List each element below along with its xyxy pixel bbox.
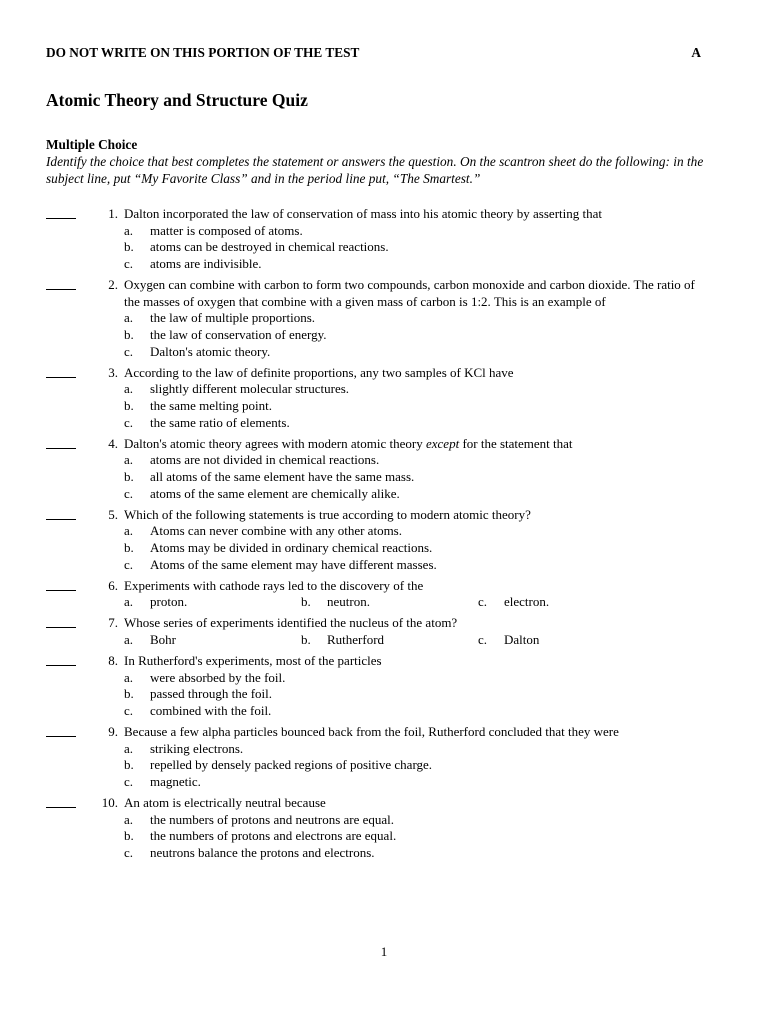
choice-text: all atoms of the same element have the same mass. xyxy=(150,469,415,485)
choice-letter: c. xyxy=(124,774,134,789)
choice-letter: b. xyxy=(124,469,134,485)
answer-blank[interactable] xyxy=(46,795,76,808)
choice-text: the numbers of protons and neutrons are equal. xyxy=(150,811,395,827)
choice-b xyxy=(124,469,706,486)
choice-list xyxy=(124,223,706,273)
choice-text: Atoms may be divided in ordinary chemical reactions. xyxy=(150,540,433,556)
choice-a xyxy=(124,523,706,540)
page-header xyxy=(46,45,701,62)
choice-text: atoms of the same element are chemically alike. xyxy=(150,485,400,501)
answer-blank[interactable] xyxy=(46,615,76,628)
choice-letter: c. xyxy=(124,556,134,572)
header-notice: DO NOT WRITE ON THIS PORTION OF THE TEST xyxy=(46,45,360,60)
choice-text: magnetic. xyxy=(150,774,201,789)
choice-list xyxy=(124,381,706,431)
choice-letter: a. xyxy=(124,310,134,326)
question-text xyxy=(124,436,706,453)
choice-b xyxy=(124,327,706,344)
choice-letter: b. xyxy=(124,828,134,844)
choice-letter: a. xyxy=(124,594,134,610)
choice-list xyxy=(124,632,706,649)
choice-a xyxy=(124,632,301,649)
choice-letter: b. xyxy=(124,327,134,343)
choice-list xyxy=(124,670,706,720)
choice-a xyxy=(124,223,706,240)
choice-letter: c. xyxy=(124,845,134,860)
choice-a xyxy=(124,812,706,829)
choice-text: electron. xyxy=(504,594,550,610)
choice-letter: b. xyxy=(301,594,311,610)
choice-b xyxy=(124,828,706,845)
choice-text: the same melting point. xyxy=(150,398,273,414)
choice-letter: a. xyxy=(124,740,134,756)
question-number: 10. xyxy=(101,794,118,810)
choice-list xyxy=(124,741,706,791)
choice-text: neutron. xyxy=(327,594,370,610)
choice-b xyxy=(124,686,706,703)
question-8 xyxy=(46,653,706,720)
choice-letter: b. xyxy=(124,757,134,773)
question-text: An atom is electrically neutral because xyxy=(124,794,326,810)
choice-letter: c. xyxy=(124,485,134,501)
choice-text: proton. xyxy=(150,594,188,610)
choice-letter: a. xyxy=(124,381,134,397)
section-title: Multiple Choice xyxy=(46,137,138,152)
question-list xyxy=(46,206,706,866)
choice-list xyxy=(124,452,706,502)
choice-text: neutrons balance the protons and electrons. xyxy=(150,845,375,860)
choice-letter: c. xyxy=(124,343,134,359)
question-number: 1. xyxy=(108,206,118,221)
question-number: 5. xyxy=(108,506,118,522)
question-number: 3. xyxy=(108,364,118,380)
question-number: 7. xyxy=(108,615,118,631)
choice-text: striking electrons. xyxy=(150,740,244,756)
choice-text: matter is composed of atoms. xyxy=(150,222,303,238)
choice-list xyxy=(124,523,706,573)
choice-c xyxy=(478,632,655,649)
choice-text: passed through the foil. xyxy=(150,686,273,702)
question-4 xyxy=(46,436,706,503)
question-10 xyxy=(46,795,706,862)
question-3 xyxy=(46,365,706,432)
choice-text: Atoms can never combine with any other atoms. xyxy=(150,523,402,539)
choice-b xyxy=(301,594,478,611)
page-number: 1 xyxy=(380,944,388,959)
choice-a xyxy=(124,310,706,327)
choice-letter: a. xyxy=(124,523,134,539)
question-1 xyxy=(46,206,706,273)
choice-b xyxy=(301,632,478,649)
question-text: Because a few alpha particles bounced back from the foil, Rutherford concluded that they were xyxy=(124,723,619,739)
choice-a xyxy=(124,741,706,758)
choice-text: Bohr xyxy=(150,632,176,647)
choice-letter: c. xyxy=(124,256,134,272)
choice-b xyxy=(124,398,706,415)
choice-letter: c. xyxy=(478,632,488,647)
choice-text: the law of conservation of energy. xyxy=(150,327,327,343)
question-text: According to the law of definite proportions, any two samples of KCl have xyxy=(124,364,514,380)
choice-letter: a. xyxy=(124,669,134,685)
answer-blank[interactable] xyxy=(46,436,76,449)
choice-b xyxy=(124,540,706,557)
answer-blank[interactable] xyxy=(46,507,76,520)
choice-list xyxy=(124,310,706,360)
choice-a xyxy=(124,670,706,687)
choice-letter: c. xyxy=(124,703,134,718)
question-number: 4. xyxy=(108,435,118,451)
question-text: In Rutherford's experiments, most of the particles xyxy=(124,652,382,668)
choice-text: Rutherford xyxy=(327,632,385,647)
question-text: Dalton incorporated the law of conservation of mass into his atomic theory by asserting that xyxy=(124,206,602,221)
answer-blank[interactable] xyxy=(46,653,76,666)
choice-letter: b. xyxy=(124,398,134,414)
question-text: Whose series of experiments identified the nucleus of the atom? xyxy=(124,615,458,631)
choice-c xyxy=(478,594,655,611)
choice-letter: a. xyxy=(124,452,134,468)
answer-blank[interactable] xyxy=(46,365,76,378)
quiz-title: Atomic Theory and Structure Quiz xyxy=(46,90,308,110)
choice-c xyxy=(124,256,706,273)
choice-letter: a. xyxy=(124,811,134,827)
question-text: Oxygen can combine with carbon to form two compounds, carbon monoxide and carbon dioxide. The ratio of the masses of oxygen that combine with a given mass of carbon is 1:2. This is an example of xyxy=(124,277,695,309)
question-number: 9. xyxy=(108,723,118,739)
choice-text: the law of multiple proportions. xyxy=(150,310,316,326)
answer-blank[interactable] xyxy=(46,724,76,737)
question-5 xyxy=(46,507,706,574)
choice-text: atoms are indivisible. xyxy=(150,256,262,272)
choice-letter: b. xyxy=(124,239,134,255)
question-number: 8. xyxy=(108,652,118,668)
choice-c xyxy=(124,557,706,574)
question-6 xyxy=(46,578,706,611)
choice-text: the numbers of protons and electrons are equal. xyxy=(150,828,397,844)
choice-c xyxy=(124,845,706,862)
answer-blank[interactable] xyxy=(46,578,76,591)
choice-letter: a. xyxy=(124,222,134,238)
choice-text: slightly different molecular structures. xyxy=(150,381,350,397)
choice-text: repelled by densely packed regions of positive charge. xyxy=(150,757,433,773)
choice-c xyxy=(124,774,706,791)
question-text-part: Dalton's atomic theory agrees with modern atomic theory xyxy=(124,435,426,451)
choice-letter: a. xyxy=(124,632,134,647)
answer-blank[interactable] xyxy=(46,277,76,290)
choice-text: atoms are not divided in chemical reactions. xyxy=(150,452,380,468)
choice-b xyxy=(124,239,706,256)
question-7 xyxy=(46,615,706,648)
choice-a xyxy=(124,381,706,398)
choice-letter: c. xyxy=(124,414,134,430)
question-number: 2. xyxy=(108,277,118,292)
question-text-emphasis: except xyxy=(425,435,460,451)
question-text: Experiments with cathode rays led to the discovery of the xyxy=(124,577,424,593)
test-version: A xyxy=(691,45,701,60)
question-9 xyxy=(46,724,706,791)
question-text: Which of the following statements is true according to modern atomic theory? xyxy=(124,506,531,522)
choice-text: Dalton's atomic theory. xyxy=(150,343,271,359)
choice-c xyxy=(124,486,706,503)
choice-b xyxy=(124,757,706,774)
choice-letter: b. xyxy=(124,686,134,702)
choice-text: atoms can be destroyed in chemical reactions. xyxy=(150,239,389,255)
choice-text: were absorbed by the foil. xyxy=(150,669,286,685)
choice-letter: c. xyxy=(478,594,488,610)
choice-c xyxy=(124,415,706,432)
question-text-part: for the statement that xyxy=(459,435,573,451)
choice-letter: b. xyxy=(301,632,311,647)
choice-text: Atoms of the same element may have different masses. xyxy=(150,556,437,572)
instructions: Identify the choice that best completes the statement or answers the question. On the scantron sheet do the following: in the subject line, put “My Favorite Class” and in the period line put, “The Smartest.” xyxy=(46,154,704,186)
question-number: 6. xyxy=(108,577,118,593)
choice-c xyxy=(124,703,706,720)
choice-list xyxy=(124,812,706,862)
choice-a xyxy=(124,452,706,469)
choice-c xyxy=(124,344,706,361)
choice-text: Dalton xyxy=(504,632,540,647)
question-2 xyxy=(46,277,706,361)
answer-blank[interactable] xyxy=(46,206,76,219)
choice-list xyxy=(124,594,706,611)
choice-text: combined with the foil. xyxy=(150,703,272,718)
choice-text: the same ratio of elements. xyxy=(150,414,290,430)
choice-letter: b. xyxy=(124,540,134,556)
choice-a xyxy=(124,594,301,611)
